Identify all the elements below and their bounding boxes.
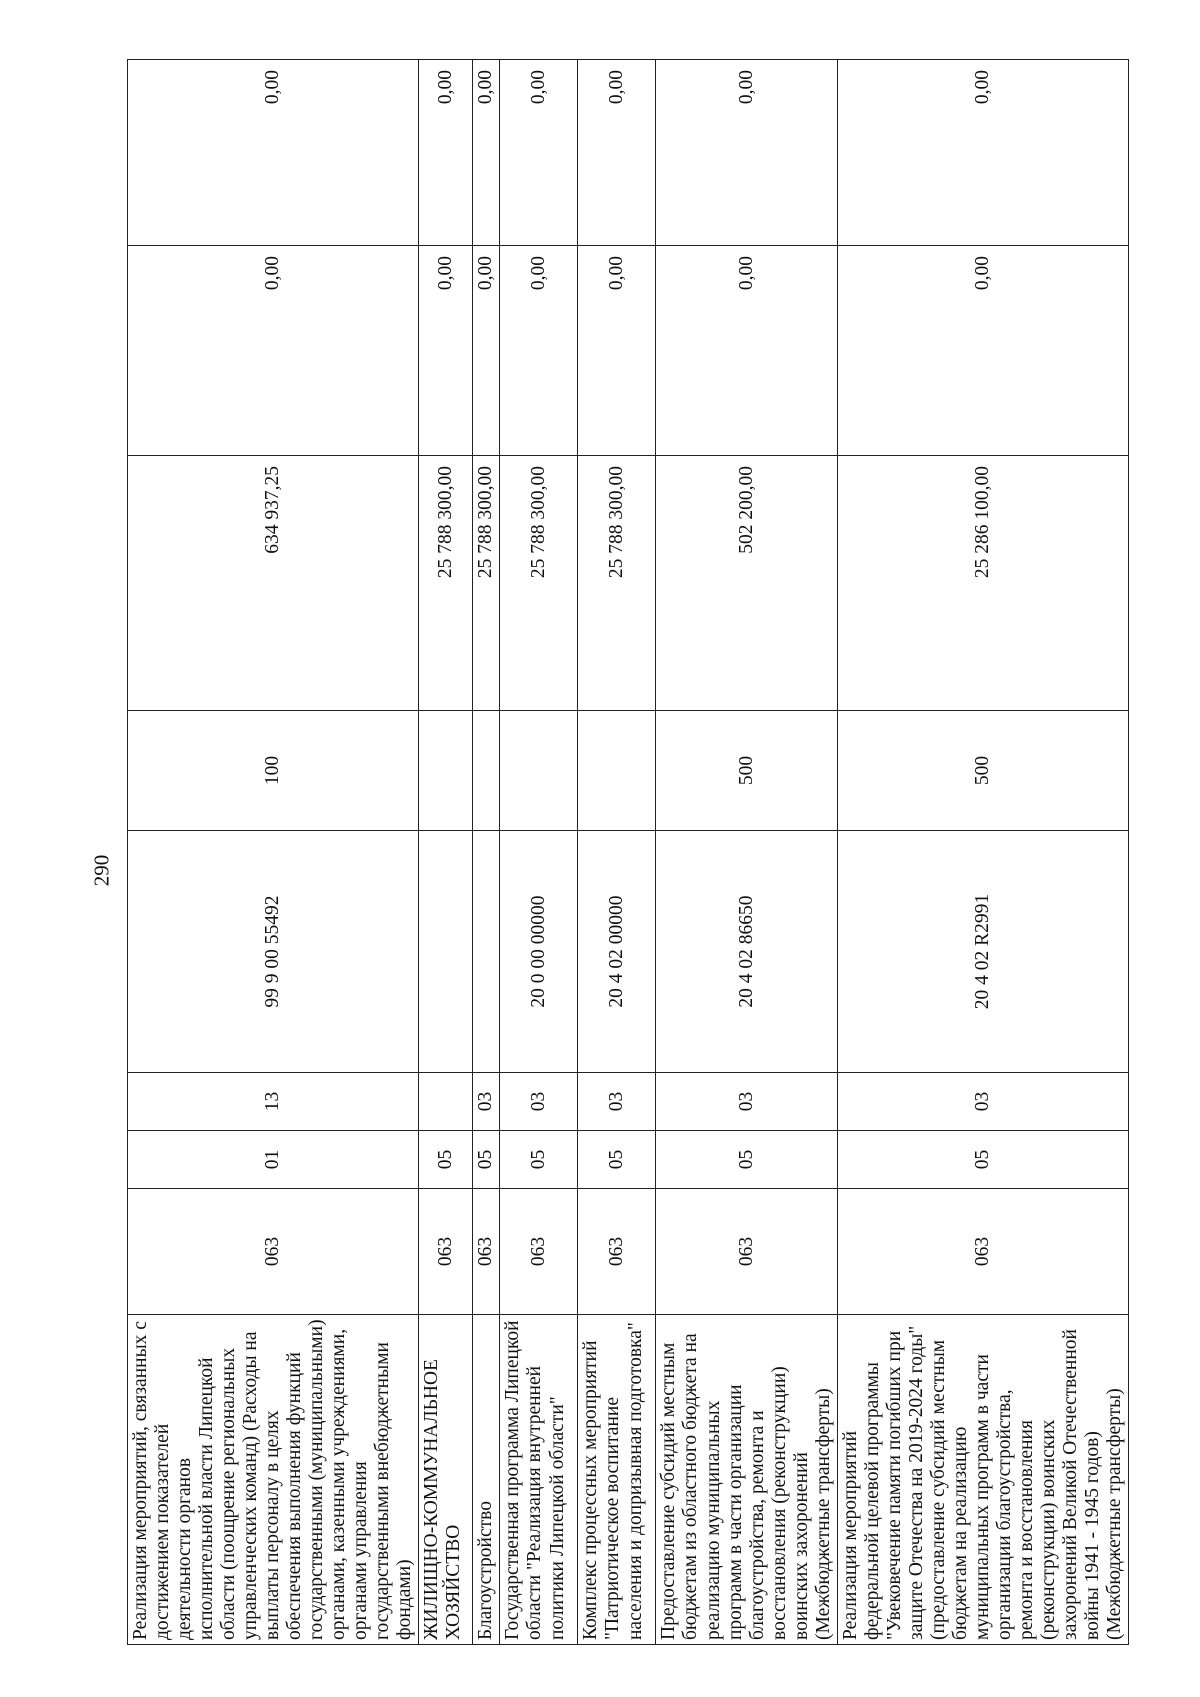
table-row bbox=[500, 60, 578, 1645]
row-name: ЖИЛИЩНО-КОММУНАЛЬНОЕ ХОЗЯЙСТВО bbox=[419, 1315, 473, 1645]
sum-2: 0,00 bbox=[473, 246, 500, 456]
row-name: Благоустройство bbox=[473, 1315, 500, 1645]
sum-3: 0,00 bbox=[128, 60, 419, 246]
sum-2: 0,00 bbox=[128, 246, 419, 456]
rz-code: 05 bbox=[837, 1131, 1128, 1189]
ved-code: 063 bbox=[578, 1189, 656, 1315]
ved-code: 063 bbox=[500, 1189, 578, 1315]
table-row bbox=[419, 60, 473, 1645]
budget-table bbox=[127, 59, 1129, 1645]
rz-code: 05 bbox=[500, 1131, 578, 1189]
csr-code: 20 0 00 00000 bbox=[500, 831, 578, 1073]
page-number: 290 bbox=[89, 854, 114, 887]
sum-2: 0,00 bbox=[837, 246, 1128, 456]
pr-code bbox=[419, 1073, 473, 1131]
sum-2: 0,00 bbox=[500, 246, 578, 456]
rz-code: 05 bbox=[473, 1131, 500, 1189]
vr-code: 100 bbox=[128, 711, 419, 831]
table-row bbox=[578, 60, 656, 1645]
rotated-table-container bbox=[127, 60, 1126, 1645]
sum-1: 25 788 300,00 bbox=[578, 456, 656, 711]
vr-code bbox=[473, 711, 500, 831]
csr-code: 20 4 02 86650 bbox=[656, 831, 837, 1073]
row-name: Предоставление субсидий местным бюджетам из областного бюджета на реализацию муниципальных программ в части организации благоустройства, ремонта и восстановления (реконструкции) воинских захоронений (Межбюджетные трансферты) bbox=[656, 1315, 837, 1645]
sum-3: 0,00 bbox=[500, 60, 578, 246]
table-row bbox=[128, 60, 419, 1645]
vr-code bbox=[419, 711, 473, 831]
rz-code: 01 bbox=[128, 1131, 419, 1189]
ved-code: 063 bbox=[128, 1189, 419, 1315]
pr-code: 03 bbox=[500, 1073, 578, 1131]
sum-3: 0,00 bbox=[419, 60, 473, 246]
csr-code bbox=[473, 831, 500, 1073]
rz-code: 05 bbox=[578, 1131, 656, 1189]
vr-code: 500 bbox=[837, 711, 1128, 831]
sum-1: 25 788 300,00 bbox=[473, 456, 500, 711]
rz-code: 05 bbox=[656, 1131, 837, 1189]
pr-code: 03 bbox=[837, 1073, 1128, 1131]
row-name: Комплекс процессных мероприятий "Патриотическое воспитание населения и допризывная подготовка" bbox=[578, 1315, 656, 1645]
sum-1: 502 200,00 bbox=[656, 456, 837, 711]
sum-3: 0,00 bbox=[837, 60, 1128, 246]
csr-code: 99 9 00 55492 bbox=[128, 831, 419, 1073]
table-row bbox=[656, 60, 837, 1645]
pr-code: 03 bbox=[473, 1073, 500, 1131]
row-name: Реализация мероприятий, связанных с достижением показателей деятельности органов исполнительной власти Липецкой области (поощрение региональных управленческих команд) (Расходы на выплаты персоналу в целях обеспечения выполнения функций государственными (муниципальными) органами, казенными учреждениями, органами управления государственными внебюджетными фондами) bbox=[128, 1315, 419, 1645]
csr-code: 20 4 02 R2991 bbox=[837, 831, 1128, 1073]
pr-code: 03 bbox=[656, 1073, 837, 1131]
rz-code: 05 bbox=[419, 1131, 473, 1189]
sum-1: 25 788 300,00 bbox=[419, 456, 473, 711]
vr-code bbox=[500, 711, 578, 831]
pr-code: 13 bbox=[128, 1073, 419, 1131]
table-row bbox=[473, 60, 500, 1645]
sum-2: 0,00 bbox=[419, 246, 473, 456]
vr-code: 500 bbox=[656, 711, 837, 831]
sum-3: 0,00 bbox=[578, 60, 656, 246]
sum-1: 25 286 100,00 bbox=[837, 456, 1128, 711]
sum-3: 0,00 bbox=[473, 60, 500, 246]
csr-code bbox=[419, 831, 473, 1073]
pr-code: 03 bbox=[578, 1073, 656, 1131]
vr-code bbox=[578, 711, 656, 831]
ved-code: 063 bbox=[656, 1189, 837, 1315]
table-row bbox=[837, 60, 1128, 1645]
sum-1: 634 937,25 bbox=[128, 456, 419, 711]
ved-code: 063 bbox=[473, 1189, 500, 1315]
ved-code: 063 bbox=[837, 1189, 1128, 1315]
row-name: Государственная программа Липецкой области "Реализация внутренней политики Липецкой области" bbox=[500, 1315, 578, 1645]
sum-1: 25 788 300,00 bbox=[500, 456, 578, 711]
row-name: Реализация мероприятий федеральной целевой программы "Увековечение памяти погибших при защите Отечества на 2019-2024 годы" (предоставление субсидий местным бюджетам на реализацию муниципальных программ в части организации благоустройства, ремонта и восстановления (реконструкции) воинских захоронений Великой Отечественной войны 1941 - 1945 годов) (Межбюджетные трансферты) bbox=[837, 1315, 1128, 1645]
sum-2: 0,00 bbox=[656, 246, 837, 456]
ved-code: 063 bbox=[419, 1189, 473, 1315]
sum-2: 0,00 bbox=[578, 246, 656, 456]
sum-3: 0,00 bbox=[656, 60, 837, 246]
csr-code: 20 4 02 00000 bbox=[578, 831, 656, 1073]
